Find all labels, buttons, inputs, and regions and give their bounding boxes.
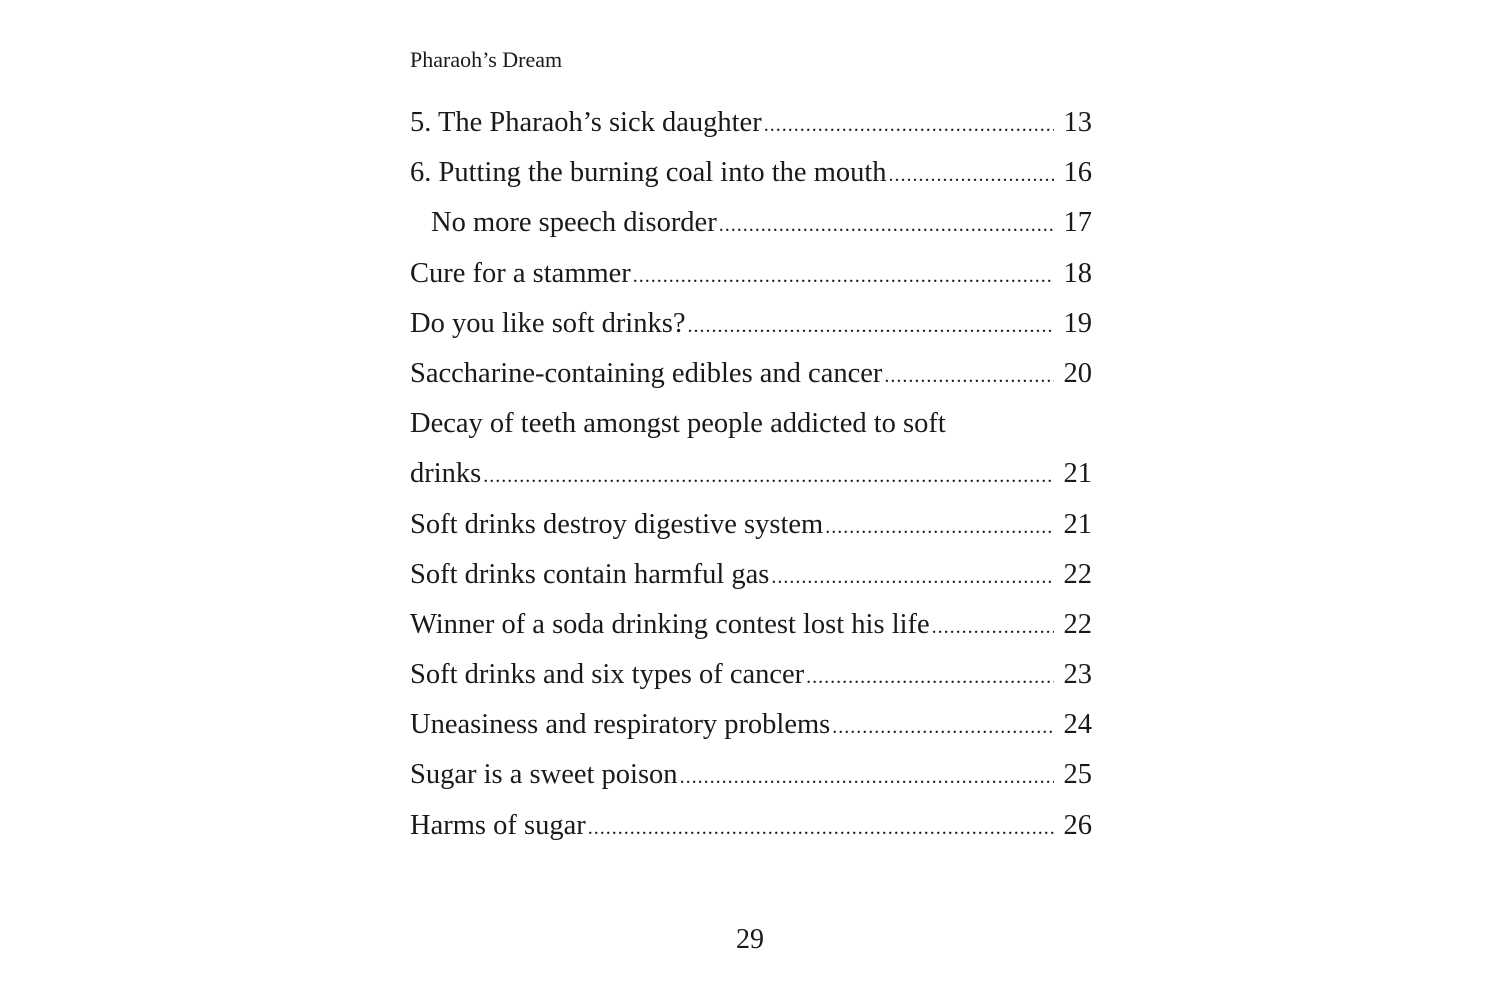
toc-entry [410,550,1092,600]
dot-leader [884,351,1054,401]
toc-entry [410,249,1092,299]
toc-entry [410,98,1092,148]
dot-leader [633,251,1054,301]
toc-entry [410,299,1092,349]
running-header-title: Pharaoh’s Dream [410,47,563,72]
toc-entry-title: Uneasiness and respiratory problems [410,709,831,741]
toc-entry-page: 22 [1063,608,1092,640]
toc-entry [410,198,1092,248]
toc-entry-title-continuation: drinks [410,458,482,490]
toc-entry-continuation [410,449,1092,499]
dot-leader [680,752,1054,802]
dot-leader [932,602,1054,652]
toc-entry-title: Saccharine-containing edibles and cancer [410,357,883,389]
toc-entry-page: 19 [1063,307,1092,339]
dot-leader [764,100,1054,150]
toc-entry-title: Soft drinks destroy digestive system [410,508,824,540]
toc-entry-page: 18 [1063,257,1092,289]
toc-entry-page: 21 [1063,508,1092,540]
toc-entry [410,700,1092,750]
toc-entry-title: Do you like soft drinks? [410,307,686,339]
dot-leader [889,150,1054,200]
toc-entry [410,500,1092,550]
toc-entry-page: 23 [1063,659,1092,691]
dot-leader [588,803,1054,853]
toc-entry-page: 24 [1063,709,1092,741]
toc-entry-title: Harms of sugar [410,809,586,841]
toc-entry-title: Decay of teeth amongst people addicted to soft [410,408,946,440]
toc-entry-wrapped-line [410,399,1092,449]
toc-entry [410,650,1092,700]
toc-entry-page: 17 [1063,207,1092,239]
dot-leader [687,301,1054,351]
toc-entry-title: Cure for a stammer [410,257,631,289]
toc-entry-page: 13 [1063,107,1092,138]
toc-entry-title: 5. The Pharaoh’s sick daughter [410,107,762,138]
toc-entry-title: Soft drinks contain harmful gas [410,558,770,590]
toc-entry-page: 25 [1063,759,1092,791]
toc-entry [410,349,1092,399]
toc-entry-page: 21 [1063,458,1092,490]
dot-leader [832,702,1054,752]
toc-entry-page: 20 [1063,357,1092,389]
dot-leader [719,200,1054,250]
dot-leader [771,552,1054,602]
toc-entry-title: Sugar is a sweet poison [410,759,678,791]
toc-entry-page: 26 [1063,809,1092,841]
page-number: 29 [736,924,764,955]
toc-entry-title: No more speech disorder [431,207,717,239]
dot-leader [806,652,1054,702]
toc-entry-page: 22 [1063,558,1092,590]
toc-entry [410,148,1092,198]
toc-entry [410,600,1092,650]
toc-entry [410,801,1092,851]
toc-entry [410,750,1092,800]
dot-leader [825,502,1054,552]
toc-entry-page: 16 [1063,157,1092,189]
toc-entry-title: Winner of a soda drinking contest lost his life [410,608,930,640]
toc-entry-title: Soft drinks and six types of cancer [410,659,805,691]
dot-leader [483,451,1054,501]
table-of-contents [410,98,1092,851]
toc-entry-title: 6. Putting the burning coal into the mouth [410,157,887,189]
